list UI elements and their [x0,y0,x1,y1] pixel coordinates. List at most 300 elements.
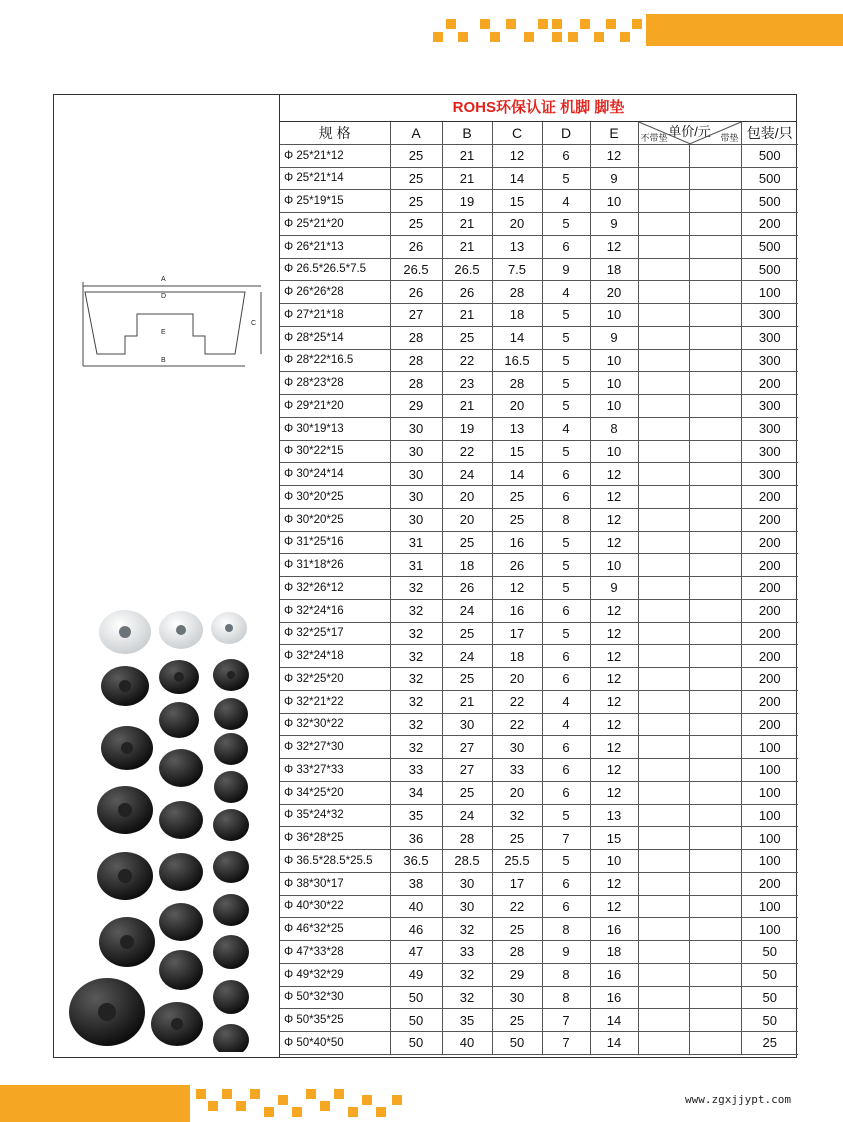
cell-price [638,486,689,509]
cell-b: 25 [442,326,492,349]
cell-spec: Φ 34*25*20 [280,781,390,804]
table-row [280,850,798,873]
cell-price [689,827,741,850]
cell-spec: Φ 32*25*17 [280,622,390,645]
cell-price [638,281,689,304]
cell-d: 5 [542,850,590,873]
table-row [280,326,798,349]
cell-b: 22 [442,440,492,463]
cell-spec: Φ 49*32*29 [280,963,390,986]
cell-spec: Φ 35*24*32 [280,804,390,827]
cell-price [638,963,689,986]
cell-b: 21 [442,395,492,418]
cell-a: 36.5 [390,850,442,873]
cell-b: 35 [442,1009,492,1032]
cell-c: 50 [492,1032,542,1055]
cell-e: 10 [590,372,638,395]
cell-a: 29 [390,395,442,418]
cell-e: 12 [590,235,638,258]
cell-c: 12 [492,577,542,600]
cell-price [638,531,689,554]
cell-spec: Φ 26*26*28 [280,281,390,304]
cell-d: 4 [542,690,590,713]
cell-d: 6 [542,486,590,509]
header-d: D [542,122,590,144]
cell-price [689,144,741,167]
cell-d: 5 [542,304,590,327]
cell-c: 13 [492,417,542,440]
table-row [280,622,798,645]
table-row [280,235,798,258]
cell-a: 30 [390,463,442,486]
cell-b: 27 [442,736,492,759]
cell-a: 49 [390,963,442,986]
cell-pack: 100 [741,736,798,759]
cell-spec: Φ 32*27*30 [280,736,390,759]
cell-e: 10 [590,554,638,577]
cell-d: 5 [542,577,590,600]
cell-d: 6 [542,872,590,895]
table-row [280,827,798,850]
cell-c: 17 [492,872,542,895]
cell-price [638,167,689,190]
cell-pack: 500 [741,235,798,258]
cell-b: 21 [442,235,492,258]
table-row [280,941,798,964]
cell-a: 34 [390,781,442,804]
cell-pack: 300 [741,349,798,372]
cell-a: 32 [390,668,442,691]
cell-price [689,440,741,463]
table-row [280,690,798,713]
cell-pack: 100 [741,804,798,827]
table-row [280,599,798,622]
cell-price [638,599,689,622]
cell-b: 30 [442,713,492,736]
cell-b: 21 [442,690,492,713]
table-row [280,463,798,486]
cell-a: 31 [390,554,442,577]
cell-d: 5 [542,372,590,395]
cell-c: 22 [492,895,542,918]
cell-price [638,759,689,782]
cell-price [689,417,741,440]
cell-c: 14 [492,167,542,190]
cell-b: 27 [442,759,492,782]
cell-b: 24 [442,463,492,486]
cell-c: 28 [492,281,542,304]
cell-price [638,577,689,600]
cell-spec: Φ 27*21*18 [280,304,390,327]
table-row [280,759,798,782]
cell-c: 26 [492,554,542,577]
cell-price [689,599,741,622]
cell-a: 26 [390,281,442,304]
cell-price [689,326,741,349]
cell-price [638,895,689,918]
cell-a: 33 [390,759,442,782]
cell-price [689,190,741,213]
cell-d: 4 [542,190,590,213]
cell-b: 21 [442,167,492,190]
diagram-label-d: D [161,293,167,300]
cell-b: 26 [442,577,492,600]
cell-pack: 100 [741,781,798,804]
header-price-label: 单价/元 [668,124,711,139]
cell-e: 12 [590,599,638,622]
cell-spec: Φ 50*40*50 [280,1032,390,1055]
cell-c: 25 [492,1009,542,1032]
cell-a: 32 [390,599,442,622]
cell-c: 22 [492,690,542,713]
cell-c: 20 [492,781,542,804]
cell-b: 25 [442,781,492,804]
cell-price [638,349,689,372]
cell-a: 30 [390,417,442,440]
cell-price [638,372,689,395]
cell-d: 5 [542,395,590,418]
cell-price [638,918,689,941]
cell-d: 6 [542,235,590,258]
cell-price [689,395,741,418]
cell-e: 10 [590,304,638,327]
cell-d: 4 [542,281,590,304]
cell-d: 5 [542,804,590,827]
table-row [280,918,798,941]
header-price-with: 带垫 [720,132,739,143]
white-foot-photos [99,610,247,654]
cell-e: 10 [590,349,638,372]
cell-price [689,486,741,509]
diagram-label-e: E [161,329,166,336]
cell-c: 25 [492,827,542,850]
cell-price [689,1032,741,1055]
table-row [280,349,798,372]
cell-spec: Φ 32*30*22 [280,713,390,736]
cell-spec: Φ 26*21*13 [280,235,390,258]
cell-b: 24 [442,599,492,622]
cell-a: 50 [390,986,442,1009]
cell-price [638,850,689,873]
cell-pack: 300 [741,463,798,486]
cell-a: 32 [390,690,442,713]
cell-price [689,759,741,782]
cell-c: 7.5 [492,258,542,281]
cell-a: 32 [390,645,442,668]
cell-spec: Φ 32*25*20 [280,668,390,691]
cell-spec: Φ 36*28*25 [280,827,390,850]
cell-e: 10 [590,190,638,213]
cell-spec: Φ 25*21*14 [280,167,390,190]
cell-price [638,144,689,167]
table-title: ROHS环保认证 机脚 脚垫 [280,94,797,122]
cell-pack: 300 [741,304,798,327]
cell-b: 28.5 [442,850,492,873]
cell-price [638,554,689,577]
table-row [280,440,798,463]
cell-price [689,804,741,827]
cell-price [689,713,741,736]
header-price [638,122,741,144]
table-row [280,645,798,668]
cell-price [638,713,689,736]
cell-price [638,1032,689,1055]
cell-d: 5 [542,554,590,577]
cell-d: 5 [542,213,590,236]
product-photos [67,512,267,1052]
price-header-diagonal [639,122,741,144]
cell-pack: 200 [741,690,798,713]
cell-price [638,463,689,486]
cell-d: 6 [542,736,590,759]
cell-pack: 100 [741,918,798,941]
cell-price [689,258,741,281]
cell-b: 26 [442,281,492,304]
cell-d: 6 [542,599,590,622]
cell-a: 32 [390,713,442,736]
cell-e: 12 [590,508,638,531]
cell-e: 10 [590,850,638,873]
cell-b: 25 [442,531,492,554]
cell-pack: 500 [741,190,798,213]
cell-c: 30 [492,986,542,1009]
cell-pack: 50 [741,963,798,986]
cell-spec: Φ 29*21*20 [280,395,390,418]
diagram-label-b: B [161,357,166,364]
diagram-label-c: C [251,320,257,327]
cell-d: 8 [542,986,590,1009]
cell-spec: Φ 26.5*26.5*7.5 [280,258,390,281]
cell-pack: 50 [741,1009,798,1032]
cell-d: 5 [542,440,590,463]
table-row [280,213,798,236]
cell-a: 28 [390,372,442,395]
cell-a: 32 [390,736,442,759]
cell-e: 9 [590,577,638,600]
cell-price [638,690,689,713]
diagram-label-a: A [161,276,166,283]
cell-pack: 50 [741,986,798,1009]
cell-pack: 200 [741,508,798,531]
cell-price [638,417,689,440]
cell-b: 18 [442,554,492,577]
cell-a: 35 [390,804,442,827]
cell-d: 6 [542,895,590,918]
cell-spec: Φ 30*22*15 [280,440,390,463]
cell-e: 12 [590,668,638,691]
cell-e: 10 [590,395,638,418]
cell-spec: Φ 38*30*17 [280,872,390,895]
cell-pack: 200 [741,213,798,236]
cell-spec: Φ 32*24*18 [280,645,390,668]
cell-pack: 25 [741,1032,798,1055]
cell-price [638,235,689,258]
cell-d: 5 [542,349,590,372]
cell-e: 12 [590,736,638,759]
cell-e: 16 [590,963,638,986]
cell-e: 12 [590,759,638,782]
cell-e: 12 [590,486,638,509]
table-row [280,963,798,986]
cell-c: 17 [492,622,542,645]
cell-pack: 200 [741,372,798,395]
cell-d: 8 [542,963,590,986]
cell-b: 32 [442,986,492,1009]
cell-e: 14 [590,1032,638,1055]
black-foot-photos [69,659,249,1052]
cell-d: 5 [542,622,590,645]
cell-price [638,213,689,236]
cell-e: 12 [590,690,638,713]
cell-price [638,440,689,463]
table-row [280,895,798,918]
cell-b: 32 [442,918,492,941]
cell-b: 24 [442,645,492,668]
cell-b: 24 [442,804,492,827]
cell-c: 16 [492,599,542,622]
table-row [280,395,798,418]
cell-d: 9 [542,258,590,281]
cell-b: 23 [442,372,492,395]
cell-price [689,167,741,190]
cell-c: 14 [492,463,542,486]
cell-price [638,941,689,964]
cell-pack: 100 [741,850,798,873]
cell-e: 12 [590,622,638,645]
cell-pack: 300 [741,326,798,349]
cell-c: 12 [492,144,542,167]
cell-b: 26.5 [442,258,492,281]
cell-a: 26 [390,235,442,258]
cell-pack: 300 [741,440,798,463]
cell-d: 6 [542,645,590,668]
cell-a: 32 [390,622,442,645]
cell-pack: 500 [741,144,798,167]
cell-spec: Φ 32*21*22 [280,690,390,713]
cell-price [638,622,689,645]
cell-price [689,850,741,873]
cell-spec: Φ 50*35*25 [280,1009,390,1032]
left-panel [53,94,279,1058]
cell-b: 28 [442,827,492,850]
cell-a: 50 [390,1009,442,1032]
table-row [280,713,798,736]
cell-e: 12 [590,144,638,167]
cell-e: 8 [590,417,638,440]
cell-price [689,963,741,986]
cell-a: 28 [390,349,442,372]
cell-a: 25 [390,167,442,190]
spec-table [280,122,798,1055]
cell-a: 30 [390,486,442,509]
table-row [280,986,798,1009]
cell-pack: 200 [741,713,798,736]
cell-e: 16 [590,918,638,941]
cell-a: 28 [390,326,442,349]
cell-e: 12 [590,463,638,486]
cell-pack: 300 [741,395,798,418]
table-row [280,258,798,281]
cell-b: 30 [442,895,492,918]
dimension-diagram [75,270,265,370]
cell-d: 6 [542,668,590,691]
cell-price [689,304,741,327]
bottom-decoration [0,1085,412,1122]
cell-b: 21 [442,213,492,236]
cell-d: 6 [542,144,590,167]
cell-a: 36 [390,827,442,850]
cell-c: 25 [492,508,542,531]
cell-e: 12 [590,531,638,554]
cell-e: 9 [590,326,638,349]
cell-e: 9 [590,167,638,190]
cell-c: 22 [492,713,542,736]
cell-c: 25.5 [492,850,542,873]
cell-b: 19 [442,190,492,213]
table-row [280,554,798,577]
cell-d: 6 [542,463,590,486]
cell-c: 20 [492,395,542,418]
cell-spec: Φ 28*22*16.5 [280,349,390,372]
cell-d: 4 [542,713,590,736]
cell-d: 7 [542,827,590,850]
cell-price [689,349,741,372]
cell-a: 27 [390,304,442,327]
cell-price [689,531,741,554]
cell-spec: Φ 47*33*28 [280,941,390,964]
cell-d: 9 [542,941,590,964]
cell-price [689,781,741,804]
cell-b: 32 [442,963,492,986]
cell-b: 20 [442,486,492,509]
cell-price [638,804,689,827]
cell-pack: 300 [741,417,798,440]
cell-price [638,736,689,759]
cell-a: 47 [390,941,442,964]
cell-price [689,213,741,236]
header-b: B [442,122,492,144]
cell-spec: Φ 30*24*14 [280,463,390,486]
cell-pack: 200 [741,622,798,645]
cell-price [689,508,741,531]
cell-a: 32 [390,577,442,600]
table-row [280,417,798,440]
cell-a: 50 [390,1032,442,1055]
cell-price [689,736,741,759]
cell-b: 25 [442,668,492,691]
cell-b: 19 [442,417,492,440]
cell-spec: Φ 50*32*30 [280,986,390,1009]
cell-pack: 100 [741,895,798,918]
cell-a: 30 [390,440,442,463]
cell-e: 10 [590,440,638,463]
cell-pack: 500 [741,167,798,190]
table-row [280,531,798,554]
cell-spec: Φ 30*19*13 [280,417,390,440]
cell-b: 33 [442,941,492,964]
cell-pack: 200 [741,872,798,895]
cell-d: 5 [542,167,590,190]
top-decoration [428,14,843,46]
cell-spec: Φ 33*27*33 [280,759,390,782]
table-row [280,781,798,804]
table-row [280,668,798,691]
cell-a: 40 [390,895,442,918]
cell-price [689,1009,741,1032]
cell-b: 30 [442,872,492,895]
cell-price [689,463,741,486]
cell-e: 18 [590,258,638,281]
